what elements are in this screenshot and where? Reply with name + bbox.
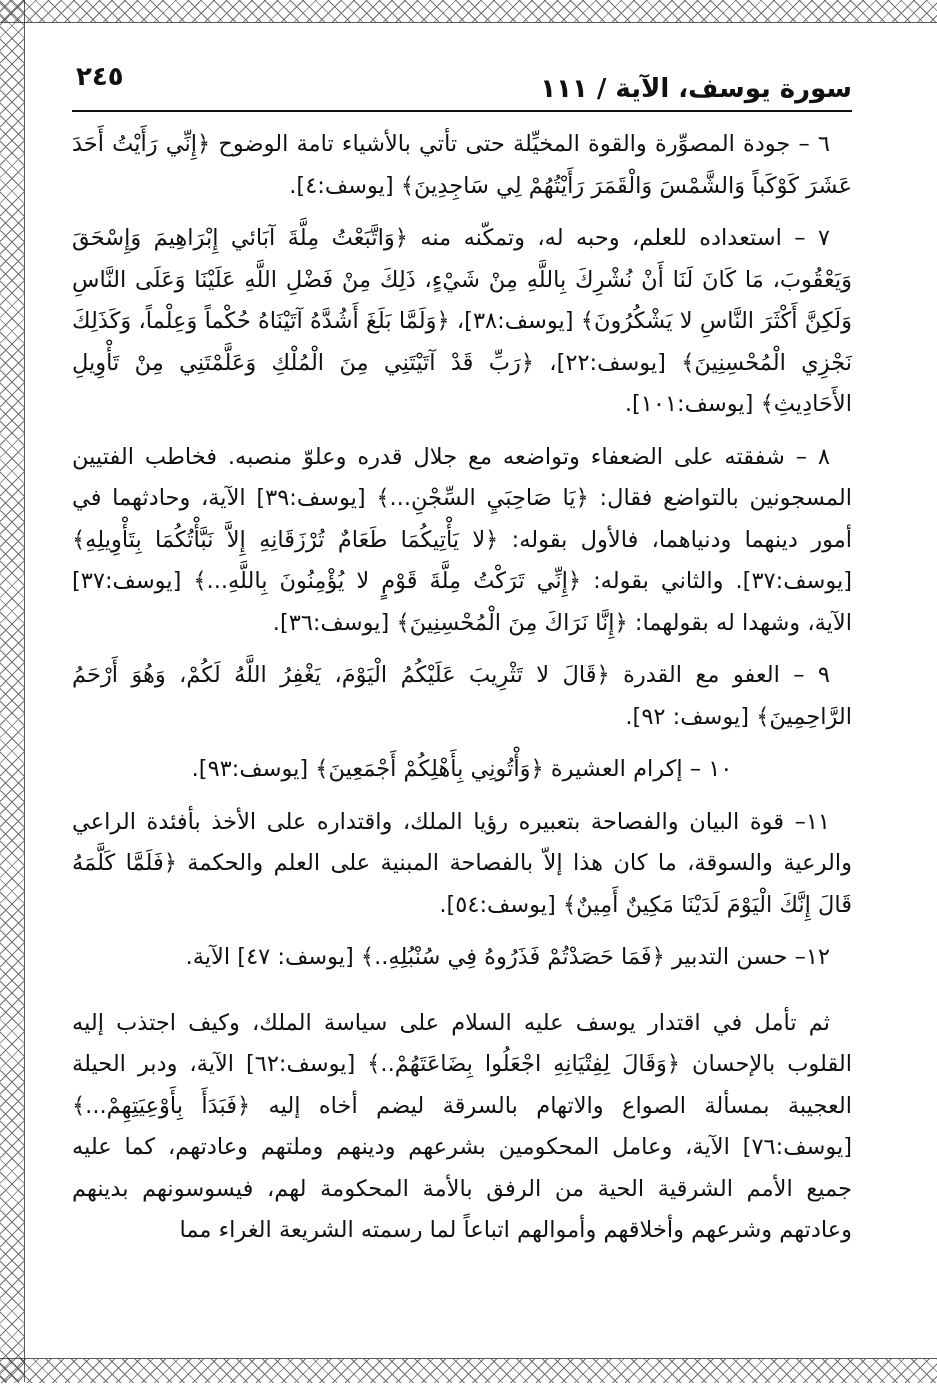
header-title: سورة يوسف، الآية / ١١١ bbox=[540, 74, 852, 104]
page bbox=[72, 48, 852, 1348]
top-ornamental-border bbox=[0, 0, 937, 23]
paragraph-10: ١٠ – إكرام العشيرة ﴿وَأْتُونِي بِأَهْلِكُمْ أَجْمَعِينَ﴾ [يوسف:٩٣]. bbox=[191, 756, 733, 782]
running-header bbox=[72, 48, 852, 112]
paragraph-9: ٩ – العفو مع القدرة ﴿قَالَ لا تَثْرِيبَ عَلَيْكُمُ الْيَوْمَ، يَغْفِرُ اللَّهُ لَكُمْ، وَهُوَ أَرْحَمُ الرَّاحِمِينَ﴾ [يوسف: ٩٢]. bbox=[72, 662, 852, 730]
paragraph-7: ٧ – استعداده للعلم، وحبه له، وتمكّنه منه ﴿وَاتَّبَعْتُ مِلَّةَ آبَائي إِبْرَاهِيمَ وَإِسْحَقَ وَيَعْقُوبَ، مَا كَانَ لَنَا أَنْ نُشْرِكَ بِاللَّهِ مِنْ شَيْءٍ، ذَلِكَ مِنْ فَضْلِ اللَّهِ عَلَيْنَا وَعَلَى النَّاسِ وَلَكِنَّ أَكْثَرَ النَّاسِ لا يَشْكُرُونَ﴾ [يوسف:٣٨]، ﴿وَلَمَّا بَلَغَ أَشُدَّهُ آتَيْنَاهُ حُكْماً وَعِلْماً، وَكَذَلِكَ نَجْزِي الْمُحْسِنِينَ﴾ [يوسف:٢٢]، ﴿رَبِّ قَدْ آتَيْتَنِي مِنَ الْمُلْكِ وَعَلَّمْتَنِي مِنْ تَأْوِيلِ الأَحَادِيثِ﴾ [يوسف:١٠١]. bbox=[72, 225, 852, 417]
paragraph-12: ١٢– حسن التدبير ﴿فَمَا حَصَدْتُمْ فَذَرُوهُ فِي سُنْبُلِهِ..﴾ [يوسف: ٤٧] الآية. bbox=[185, 944, 830, 970]
paragraph-8: ٨ – شفقته على الضعفاء وتواضعه مع جلال قدره وعلوّ منصبه. فخاطب الفتيين المسجونين بالتواضع فقال: ﴿يَا صَاحِبَيِ السِّجْنِ...﴾ [يوسف:٣٩] الآية، وحادثهما في أمور دينهما ودنياهما، فالأول بقوله: ﴿لا يَأْتِيكُمَا طَعَامٌ تُرْزَقَانِهِ إِلاَّ نَبَّأْتُكُمَا بِتَأْوِيلِهِ﴾ [يوسف:٣٧]. والثاني بقوله: ﴿إِنِّي تَرَكْتُ مِلَّةَ قَوْمٍ لا يُؤْمِنُونَ بِاللَّهِ...﴾ [يوسف:٣٧] الآية، وشهدا له بقولهما: ﴿إِنَّا نَرَاكَ مِنَ الْمُحْسِنِينَ﴾ [يوسف:٣٦]. bbox=[72, 443, 853, 636]
paragraph-6: ٦ – جودة المصوِّرة والقوة المخيِّلة حتى تأتي بالأشياء تامة الوضوح ﴿إِنِّي رَأَيْتُ أَحَدَ عَشَرَ كَوْكَباً وَالشَّمْسَ وَالْقَمَرَ رَأَيْتُهُمْ لِي سَاجِدِينَ﴾ [يوسف:٤]. bbox=[72, 131, 852, 199]
bottom-ornamental-border bbox=[0, 1358, 937, 1383]
page-body bbox=[72, 124, 852, 1252]
left-ornamental-border bbox=[0, 0, 25, 1382]
page-number: ٢٤٥ bbox=[76, 62, 124, 92]
paragraph-11: ١١– قوة البيان والفصاحة بتعبيره رؤيا الملك، واقتداره على الأخذ بأفئدة الراعي والرعية والسوقة، ما كان هذا إلاّ بالفصاحة المبنية على العلم والحكمة ﴿فَلَمَّا كَلَّمَهُ قَالَ إِنَّكَ الْيَوْمَ لَدَيْنَا مَكِينٌ أَمِينٌ﴾ [يوسف:٥٤]. bbox=[72, 808, 852, 918]
paragraph-closing: ثم تأمل في اقتدار يوسف عليه السلام على سياسة الملك، وكيف اجتذب إليه القلوب بالإحسان ﴿وَقَالَ لِفِتْيَانِهِ اجْعَلُوا بِضَاعَتَهُمْ..﴾ [يوسف:٦٢] الآية، ودبر الحيلة العجيبة بمسألة الصواع والاتهام بالسرقة ليضم أخاه إليه ﴿فَبَدَأَ بِأَوْعِيَتِهِمْ...﴾ [يوسف:٧٦] الآية، وعامل المحكومين بشرعهم ودينهم وملتهم وعادتهم، كما عليه جميع الأمم الشرقية الحية من الرفق بالأمة المحكومة لهم، فيسوسونهم بدينهم وعادتهم وشرعهم وأخلاقهم وأموالهم اتباعاً لما رسمته الشريعة الغراء مما bbox=[72, 1009, 852, 1243]
